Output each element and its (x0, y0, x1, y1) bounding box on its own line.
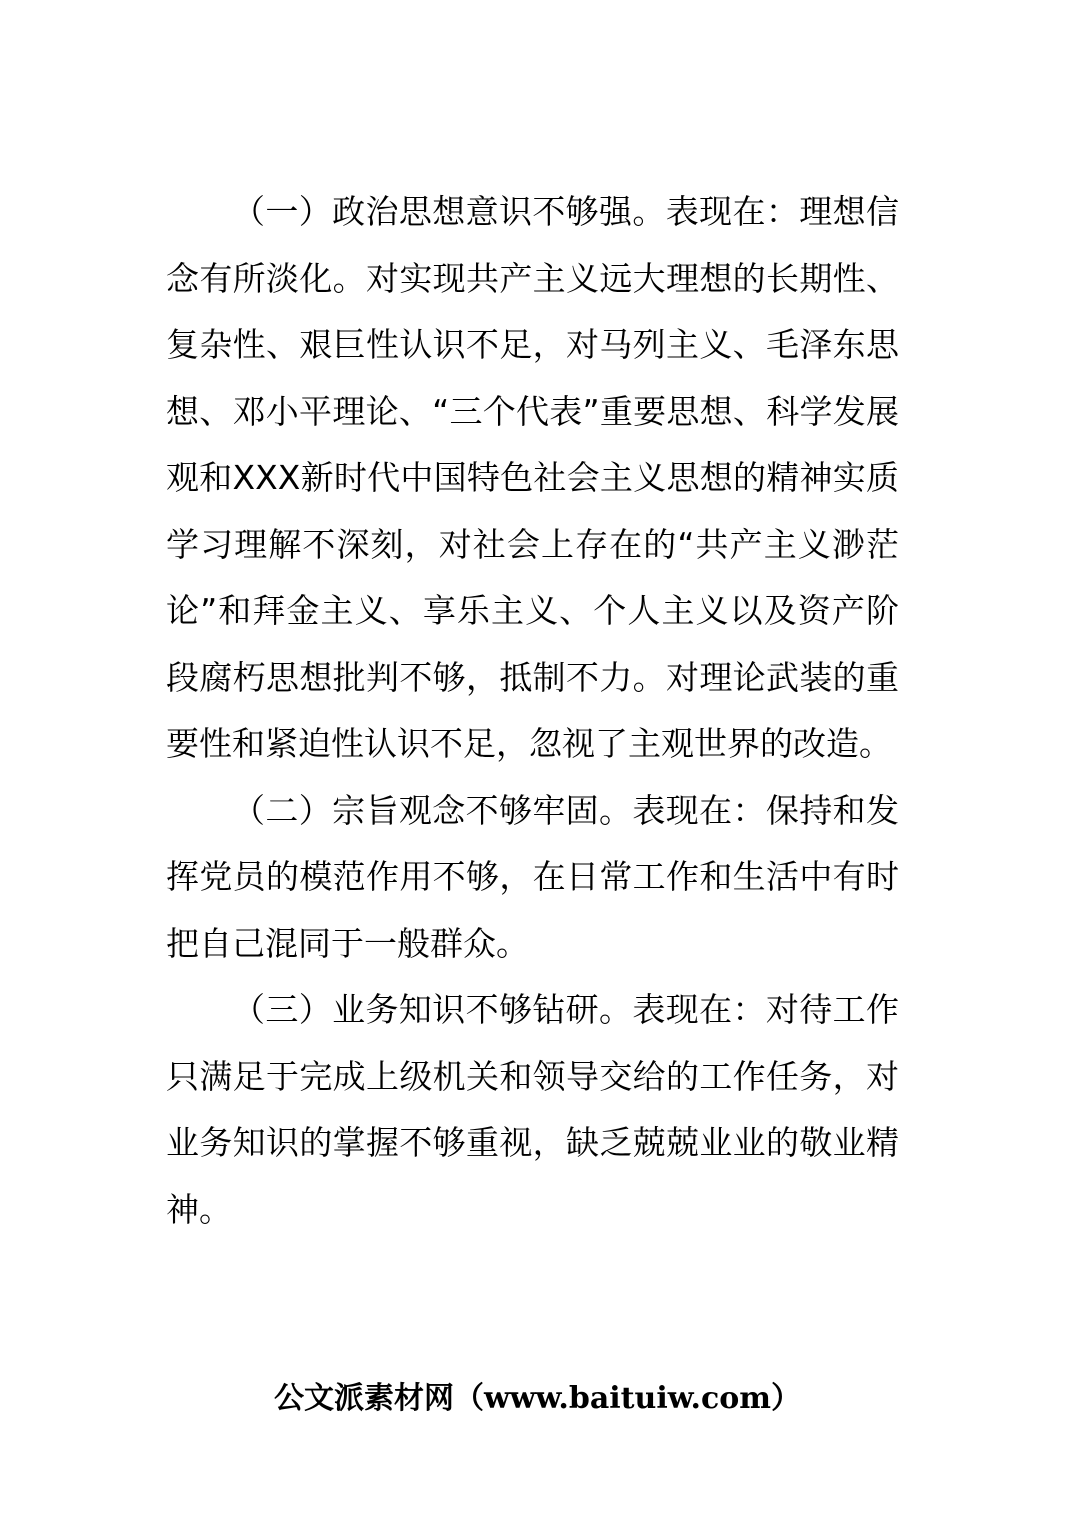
paragraph-purpose-concept: （二）宗旨观念不够牢固。表现在：保持和发挥党员的模范作用不够，在日常工作和生活中有时把自己混同于一般群众。 (166, 790, 899, 963)
paragraph-political-awareness: （一）政治思想意识不够强。表现在：理想信念有所淡化。对实现共产主义远大理想的长期性、复杂性、艰巨性认识不足，对马列主义、毛泽东思想、邓小平理论、“三个代表”重要思想、科学发展观和XXX新时代中国特色社会主义思想的精神实质学习理解不深刻，对社会上存在的“共产主义渺茫论”和拜金主义、享乐主义、个人主义以及资产阶段腐朽思想批判不够，抵制不力。对理论武装的重要性和紧迫性认识不足，忽视了主观世界的改造。 (166, 192, 899, 763)
paragraph-professional-knowledge: （三）业务知识不够钻研。表现在：对待工作只满足于完成上级机关和领导交给的工作任务，对业务知识的掌握不够重视，缺乏兢兢业业的敬业精神。 (166, 990, 899, 1229)
document-body (166, 179, 899, 1243)
source-footer: 公文派素材网（www.baituiw.com） (273, 1381, 802, 1416)
